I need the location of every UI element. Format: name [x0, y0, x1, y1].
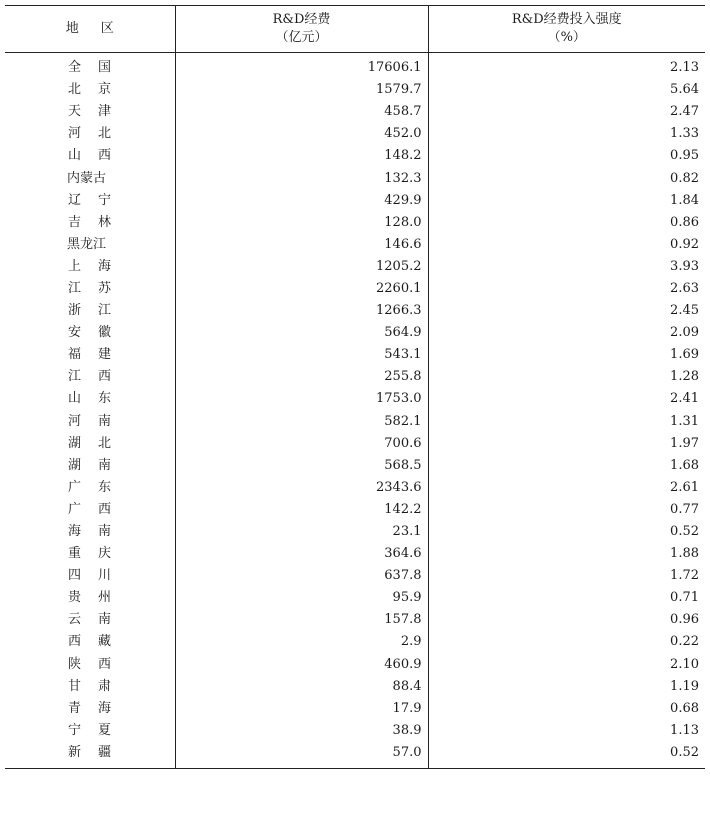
- region-char: 河: [67, 126, 81, 142]
- table-row: [5, 455, 705, 477]
- region-cell: [5, 543, 175, 565]
- region-header-char-1: 地: [65, 21, 79, 36]
- rd-intensity-cell: 5.64: [428, 79, 705, 101]
- region-char: 川: [97, 568, 111, 584]
- region-char: 江: [67, 369, 81, 385]
- region-char: 宁: [67, 722, 81, 738]
- region-char: 林: [97, 214, 111, 230]
- region-cell: [5, 123, 175, 145]
- region-char: 云: [67, 612, 81, 628]
- region-char: 南: [97, 413, 111, 429]
- region-char: 徽: [97, 325, 111, 341]
- rd-expenditure-cell: 23.1: [175, 521, 428, 543]
- rd-intensity-cell: 1.19: [428, 676, 705, 698]
- rd-expenditure-cell: 57.0: [175, 742, 428, 769]
- rd-intensity-cell: 0.22: [428, 631, 705, 653]
- region-char: 夏: [97, 722, 111, 738]
- rd-intensity-cell: 1.84: [428, 190, 705, 212]
- rd-intensity-cell: 1.68: [428, 455, 705, 477]
- region-cell: [5, 565, 175, 587]
- rd-expenditure-cell: 17606.1: [175, 53, 428, 80]
- region-char: 天: [67, 104, 81, 120]
- region-char: 东: [97, 391, 111, 407]
- rd-expenditure-cell: 142.2: [175, 499, 428, 521]
- region-cell: [5, 167, 175, 189]
- rd-expenditure-cell: 1579.7: [175, 79, 428, 101]
- rd-expenditure-cell: 2.9: [175, 631, 428, 653]
- region-char: 南: [97, 457, 111, 473]
- rd-header-unit: （亿元）: [275, 30, 328, 45]
- region-char: 西: [97, 501, 111, 517]
- table-row: [5, 654, 705, 676]
- table-row: [5, 366, 705, 388]
- rd-intensity-cell: 0.68: [428, 698, 705, 720]
- table-row: [5, 477, 705, 499]
- region-char: 苏: [97, 280, 111, 296]
- region-char: 河: [67, 413, 81, 429]
- rd-intensity-cell: 2.45: [428, 300, 705, 322]
- region-cell: [5, 631, 175, 653]
- rd-intensity-cell: 2.47: [428, 101, 705, 123]
- rd-intensity-cell: 0.77: [428, 499, 705, 521]
- region-cell: [5, 53, 175, 80]
- region-char: 西: [97, 148, 111, 164]
- region-char: 西: [97, 369, 111, 385]
- region-char: 江: [67, 280, 81, 296]
- region-cell: [5, 366, 175, 388]
- table-row: [5, 720, 705, 742]
- region-cell: [5, 676, 175, 698]
- region-char: 北: [67, 82, 81, 98]
- rd-expenditure-cell: 17.9: [175, 698, 428, 720]
- region-cell: [5, 433, 175, 455]
- region-char: 江: [97, 303, 111, 319]
- table-row: [5, 698, 705, 720]
- region-cell: [5, 521, 175, 543]
- region-char: 疆: [97, 744, 111, 760]
- region-char: 福: [67, 347, 81, 363]
- rd-intensity-cell: 1.69: [428, 344, 705, 366]
- rd-intensity-cell: 1.28: [428, 366, 705, 388]
- rd-intensity-cell: 1.31: [428, 411, 705, 433]
- table-row: [5, 167, 705, 189]
- region-char: 南: [97, 612, 111, 628]
- rd-intensity-cell: 1.13: [428, 720, 705, 742]
- region-char: 四: [67, 568, 81, 584]
- rd-expenditure-cell: 460.9: [175, 654, 428, 676]
- rd-intensity-cell: 1.88: [428, 543, 705, 565]
- table-row: [5, 521, 705, 543]
- rd-expenditure-cell: 458.7: [175, 101, 428, 123]
- table-row: [5, 300, 705, 322]
- region-char: 陕: [67, 656, 81, 672]
- rd-intensity-cell: 3.93: [428, 256, 705, 278]
- table-row: [5, 79, 705, 101]
- rd-expenditure-cell: 38.9: [175, 720, 428, 742]
- region-char: 贵: [67, 590, 81, 606]
- rd-expenditure-cell: 700.6: [175, 433, 428, 455]
- region-char: 全: [67, 60, 81, 76]
- region-cell: [5, 455, 175, 477]
- region-char: 津: [97, 104, 111, 120]
- rd-expenditure-cell: 452.0: [175, 123, 428, 145]
- table-row: [5, 742, 705, 769]
- region-char: 上: [67, 258, 81, 274]
- region-char: 建: [97, 347, 111, 363]
- region-char: 庆: [97, 546, 111, 562]
- region-char: 藏: [97, 634, 111, 650]
- region-name: 黑龙江: [67, 236, 107, 252]
- rd-intensity-cell: 2.61: [428, 477, 705, 499]
- region-char: 重: [67, 546, 81, 562]
- rd-intensity-cell: 2.63: [428, 278, 705, 300]
- region-char: 广: [67, 501, 81, 517]
- region-cell: [5, 388, 175, 410]
- region-char: 湖: [67, 457, 81, 473]
- region-char: 甘: [67, 678, 81, 694]
- region-char: 京: [97, 82, 111, 98]
- region-cell: [5, 300, 175, 322]
- region-char: 州: [97, 590, 111, 606]
- rd-expenditure-cell: 564.9: [175, 322, 428, 344]
- intensity-header-unit: （%）: [547, 30, 586, 45]
- region-char: 西: [67, 634, 81, 650]
- rd-intensity-cell: 0.52: [428, 742, 705, 769]
- region-char: 安: [67, 325, 81, 341]
- table-row: [5, 388, 705, 410]
- region-char: 肃: [97, 678, 111, 694]
- rd-expenditure-cell: 543.1: [175, 344, 428, 366]
- table-body: [5, 53, 705, 769]
- rd-expenditure-cell: 146.6: [175, 234, 428, 256]
- region-header-char-2: 区: [100, 21, 114, 36]
- region-char: 北: [97, 435, 111, 451]
- rd-intensity-cell: 2.13: [428, 53, 705, 80]
- region-char: 广: [67, 479, 81, 495]
- rd-expenditure-cell: 2260.1: [175, 278, 428, 300]
- region-cell: [5, 212, 175, 234]
- region-char: 海: [97, 258, 111, 274]
- rd-expenditure-cell: 364.6: [175, 543, 428, 565]
- region-cell: [5, 344, 175, 366]
- table-row: [5, 631, 705, 653]
- table-row: [5, 53, 705, 80]
- intensity-column-header: [428, 6, 705, 53]
- region-cell: [5, 322, 175, 344]
- region-char: 西: [97, 656, 111, 672]
- region-char: 浙: [67, 303, 81, 319]
- region-cell: [5, 742, 175, 769]
- region-char: 宁: [97, 192, 111, 208]
- region-cell: [5, 101, 175, 123]
- region-cell: [5, 79, 175, 101]
- region-cell: [5, 256, 175, 278]
- rd-header-title: R&D经费: [272, 12, 331, 27]
- region-char: 南: [97, 524, 111, 540]
- region-cell: [5, 698, 175, 720]
- region-char: 山: [67, 391, 81, 407]
- table-row: [5, 234, 705, 256]
- rd-expenditure-cell: 2343.6: [175, 477, 428, 499]
- table-row: [5, 565, 705, 587]
- region-char: 新: [67, 744, 81, 760]
- region-cell: [5, 411, 175, 433]
- region-char: 青: [67, 700, 81, 716]
- rd-expenditure-cell: 568.5: [175, 455, 428, 477]
- rd-expenditure-cell: 1266.3: [175, 300, 428, 322]
- region-cell: [5, 145, 175, 167]
- rd-intensity-cell: 2.09: [428, 322, 705, 344]
- region-cell: [5, 499, 175, 521]
- rd-expenditure-cell: 637.8: [175, 565, 428, 587]
- rd-expenditure-cell: 128.0: [175, 212, 428, 234]
- region-char: 山: [67, 148, 81, 164]
- table-row: [5, 411, 705, 433]
- rd-expenditure-table: [5, 5, 705, 769]
- rd-expenditure-table-container: [5, 5, 705, 769]
- region-name: 内蒙古: [67, 170, 107, 186]
- rd-expenditure-cell: 157.8: [175, 609, 428, 631]
- rd-intensity-cell: 1.97: [428, 433, 705, 455]
- rd-intensity-cell: 0.96: [428, 609, 705, 631]
- table-row: [5, 322, 705, 344]
- table-row: [5, 609, 705, 631]
- table-row: [5, 543, 705, 565]
- rd-intensity-cell: 2.41: [428, 388, 705, 410]
- rd-expenditure-cell: 1753.0: [175, 388, 428, 410]
- table-row: [5, 212, 705, 234]
- region-char: 湖: [67, 435, 81, 451]
- rd-intensity-cell: 0.92: [428, 234, 705, 256]
- region-cell: [5, 190, 175, 212]
- table-row: [5, 256, 705, 278]
- region-cell: [5, 609, 175, 631]
- rd-expenditure-cell: 88.4: [175, 676, 428, 698]
- table-row: [5, 587, 705, 609]
- header-row: [5, 6, 705, 53]
- region-char: 辽: [67, 192, 81, 208]
- region-char: 吉: [67, 214, 81, 230]
- region-cell: [5, 234, 175, 256]
- table-row: [5, 145, 705, 167]
- table-row: [5, 101, 705, 123]
- rd-intensity-cell: 0.82: [428, 167, 705, 189]
- region-char: 海: [67, 524, 81, 540]
- rd-intensity-cell: 0.52: [428, 521, 705, 543]
- rd-expenditure-cell: 95.9: [175, 587, 428, 609]
- region-char: 海: [97, 700, 111, 716]
- table-row: [5, 190, 705, 212]
- table-row: [5, 499, 705, 521]
- rd-expenditure-cell: 132.3: [175, 167, 428, 189]
- table-row: [5, 278, 705, 300]
- region-column-header: [5, 6, 175, 53]
- rd-intensity-cell: 1.33: [428, 123, 705, 145]
- rd-expenditure-cell: 148.2: [175, 145, 428, 167]
- table-row: [5, 123, 705, 145]
- region-cell: [5, 720, 175, 742]
- region-cell: [5, 587, 175, 609]
- table-header: [5, 6, 705, 53]
- table-row: [5, 676, 705, 698]
- rd-column-header: [175, 6, 428, 53]
- table-row: [5, 344, 705, 366]
- rd-expenditure-cell: 1205.2: [175, 256, 428, 278]
- region-cell: [5, 477, 175, 499]
- intensity-header-title: R&D经费投入强度: [511, 12, 622, 27]
- region-char: 国: [97, 60, 111, 76]
- region-char: 东: [97, 479, 111, 495]
- rd-expenditure-cell: 255.8: [175, 366, 428, 388]
- region-cell: [5, 654, 175, 676]
- rd-intensity-cell: 0.95: [428, 145, 705, 167]
- rd-intensity-cell: 1.72: [428, 565, 705, 587]
- table-row: [5, 433, 705, 455]
- rd-expenditure-cell: 429.9: [175, 190, 428, 212]
- rd-intensity-cell: 0.71: [428, 587, 705, 609]
- region-cell: [5, 278, 175, 300]
- region-char: 北: [97, 126, 111, 142]
- rd-intensity-cell: 0.86: [428, 212, 705, 234]
- rd-expenditure-cell: 582.1: [175, 411, 428, 433]
- rd-intensity-cell: 2.10: [428, 654, 705, 676]
